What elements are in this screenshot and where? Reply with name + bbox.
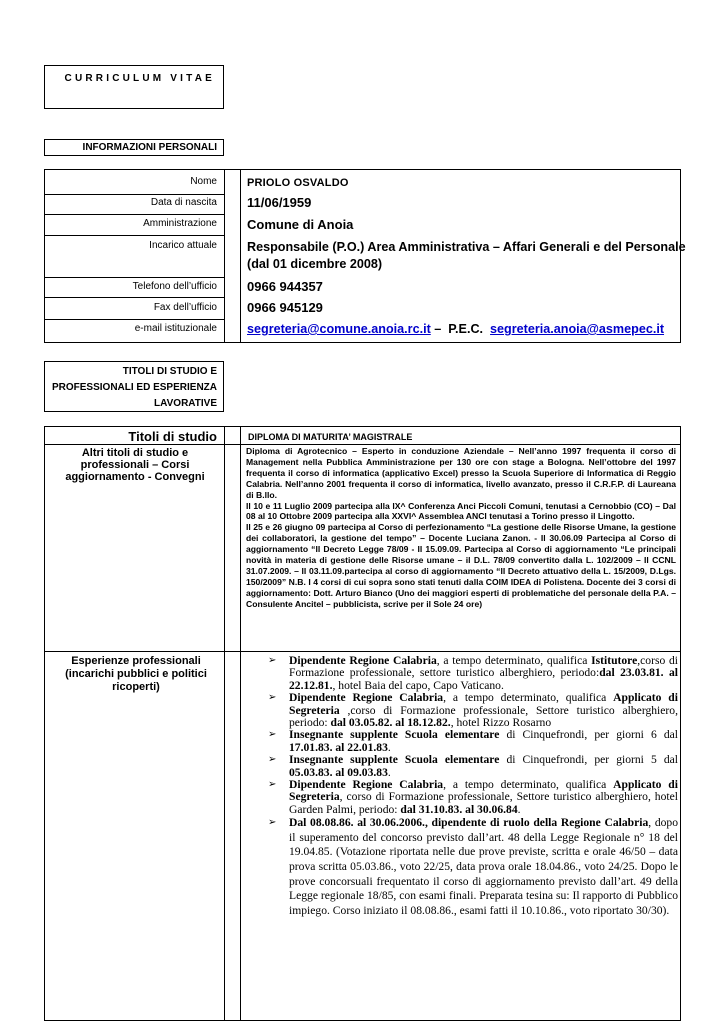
value-incarico-since: (dal 01 dicembre 2008) [247, 257, 383, 271]
list-item: ➢ Insegnante supplente Scuola elementare di Cinquefrondi, per giorni 6 dal 17.01.83. al 22.01.83. [268, 728, 678, 754]
label-fax: Fax dell’ufficio [153, 302, 217, 313]
arrow-bullet-icon: ➢ [268, 754, 277, 766]
label-titoli-studio: Titoli di studio [128, 429, 217, 444]
altri-paragraph: Il 25 e 26 giugno 09 partecipa al Corso di perfezionamento “La gestione delle Risorse Umane, la gestione dei collaboratori, la gestione del tempo” – Docente Luciana Zanon. - Il 30.06.09 Partecipa al Corso di aggiornamento “Il Decreto Legge 78/09 - Il 15.09.09. Partecipa al Corso di aggiornamento “Le principali novità in materia di gestione delle Risorse umane – il D.L. 78/09 convertito dalla L. 102/2009 – Il CCNL 31.07.2009. – Il 03.11.09.partecipa al corso di aggiornamento “Il Decreto attuativo della L. 15/2009, D.Lgs. 150/2009” N.B. I 4 corsi di cui sopra sono stati tenuti dalla COIM IDEA di Polistena. Docente dei 3 corsi di aggiornamento: Dott. Arturo Bianco (Uno dei maggiori esperti di problematiche del personale della P.A. – Consulente Ancitel – pubblicista, scrive per il Sole 24 ore) [246, 522, 676, 609]
label-data-nascita: Data di nascita [150, 197, 217, 208]
experience-list [250, 655, 678, 918]
list-item: ➢ Dipendente Regione Calabria, a tempo determinato, qualifica Istitutore,corso di Formazione professionale, settore turistico alberghiero, periodo:dal 23.03.81. al 22.12.81., hotel Baia del capo, Capo Vaticano. [268, 654, 679, 692]
altri-paragraph: Il 10 e 11 Luglio 2009 partecipa alla IX^ Conferenza Anci Piccoli Comuni, tenutasi a Cernobbio (CO) – Dal 08 al 10 Ottobre 2009 partecipa alla XXVI^ Assemblea ANCI tenutasi a Torino presso il Lingotto. [246, 500, 676, 522]
arrow-bullet-icon: ➢ [268, 692, 277, 704]
list-item: ➢ Dipendente Regione Calabria, a tempo determinato, qualifica Applicato di Segreteria ,corso di Formazione professionale, Settore turistico alberghiero, periodo: dal 03.05.82. al 18.12.82., hotel Rizzo Rosarno [268, 691, 678, 730]
value-telefono: 0966 944357 [247, 279, 323, 294]
value-nome: PRIOLO OSVALDO [247, 177, 349, 189]
altri-titoli-text [246, 446, 676, 610]
list-item: ➢ Insegnante supplente Scuola elementare di Cinquefrondi, per giorni 5 dal 05.03.83. al 09.03.83. [268, 753, 678, 779]
value-amministrazione: Comune di Anoia [247, 217, 354, 232]
section-titoli-line3: LAVORATIVE [154, 398, 217, 409]
value-email [247, 322, 664, 336]
cv-title: CURRICULUM VITAE [44, 65, 224, 109]
value-incarico: Responsabile (P.O.) Area Amministrativa – Affari Generali e del Personale [247, 240, 686, 254]
email-link[interactable]: segreteria@comune.anoia.rc.it [247, 322, 431, 336]
list-item: ➢ Dal 08.08.86. al 30.06.2006., dipendente di ruolo della Regione Calabria, dopo il superamento del concorso previsto dall’art. 48 della Legge Regionale n° 18 del 19.04.85. (Votazione riportata nelle due prove previste, scritta e orale 46/50 – data prova scritta 05.03.86., voto 22/25, data prova orale 18.04.86., voto 24/25. Dopo le prove concorsuali frequentato il corso di aggiornamento previsto dall’art. 49 della Legge regionale 18/85, con esami finali. Preparata tesina su: Il rapporto di Pubblico impiego. Corso iniziato il 08.08.86., esami fatti il 10.10.86., voto riportato 30/30). [268, 816, 679, 917]
personal-info-table [44, 169, 681, 343]
arrow-bullet-icon: ➢ [268, 779, 277, 791]
altri-paragraph: Diploma di Agrotecnico – Esperto in conduzione Aziendale – Nell’anno 1997 frequenta il corso di Management nella Pubblica Amministrazione per 130 ore con stage a Bologna. Nell’ottobre del 1997 frequenta il corso di informatica (applicativo Excel) presso la Scuola Superiore di Informatica di Reggio Calabria. Nell’anno 2001 frequenta il corso di informatica, livello avanzato, presso il C.R.F.P. di Laureana di B.llo. [246, 446, 676, 500]
arrow-bullet-icon: ➢ [268, 655, 277, 666]
section-personal-info: INFORMAZIONI PERSONALI [44, 139, 224, 156]
value-titoli-studio: DIPLOMA DI MATURITA’ MAGISTRALE [248, 432, 413, 442]
label-nome: Nome [190, 176, 217, 187]
arrow-bullet-icon: ➢ [268, 729, 277, 741]
value-fax: 0966 945129 [247, 300, 323, 315]
label-amministrazione: Amministrazione [143, 218, 217, 229]
arrow-bullet-icon: ➢ [268, 817, 277, 829]
pec-separator: – P.E.C. [430, 322, 491, 336]
label-telefono: Telefono dell’ufficio [132, 281, 217, 292]
pec-link[interactable]: segreteria.anoia@asmepec.it [490, 322, 665, 336]
section-titoli [44, 361, 224, 412]
label-esperienze: Esperienze professionali (incarichi pubblici e politici ricoperti) [65, 655, 207, 693]
label-incarico: Incarico attuale [149, 240, 217, 251]
label-altri-titoli: Altri titoli di studio e professionali – Corsi aggiornamento - Convegni [65, 447, 205, 483]
section-titoli-line2: PROFESSIONALI ED ESPERIENZA [51, 382, 217, 393]
label-email: e-mail istituzionale [134, 323, 217, 334]
list-item: ➢ Dipendente Regione Calabria, a tempo determinato, qualifica Applicato di Segreteria, corso di Formazione professionale, Settore turistico alberghiero, hotel Garden Palmi, periodo: dal 31.10.83. al 30.06.84. [268, 778, 678, 816]
value-data-nascita: 11/06/1959 [247, 195, 312, 210]
section-titoli-line1: TITOLI DI STUDIO E [122, 366, 217, 377]
